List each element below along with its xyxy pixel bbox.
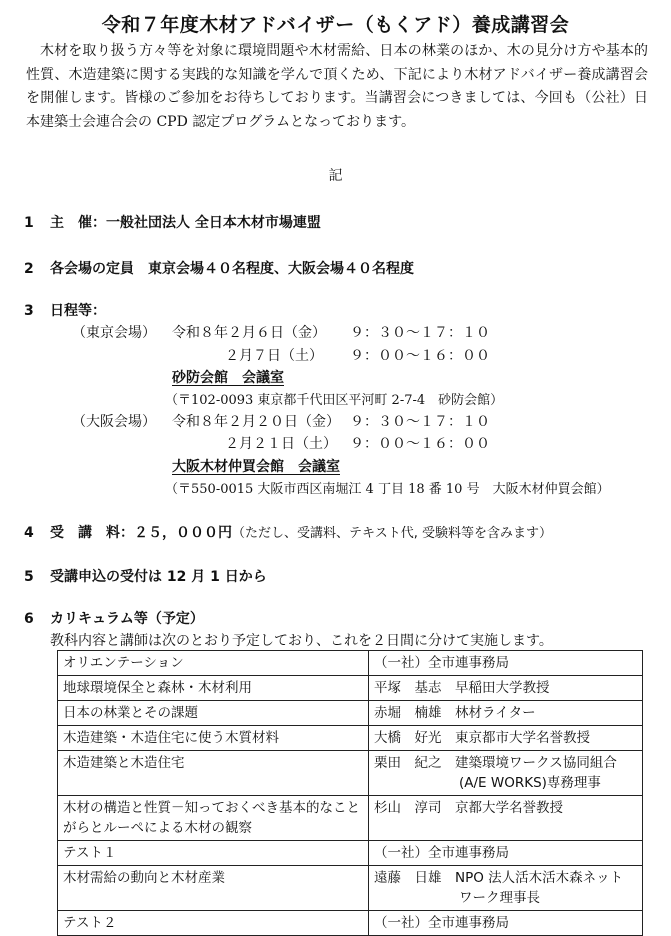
page-title: 令和７年度木材アドバイザー（もくアド）養成講習会 (101, 14, 570, 36)
tokyo-day1-time: ９：３０～１７：１０ (350, 325, 490, 341)
section-label: カリキュラム等（予定） (50, 611, 204, 627)
section-label: 受 講 料：２５，０００円 (50, 525, 232, 541)
section-label: 受講申込の受付は 12 月 1 日から (50, 569, 267, 585)
instructor-name: （一社）全市連事務局 (374, 655, 509, 671)
table-row (58, 866, 643, 911)
section-number: 1 (24, 215, 34, 231)
section-organizer (24, 212, 321, 232)
instructor-cell (369, 751, 643, 796)
section-fee (24, 522, 552, 542)
instructor-cell (369, 651, 643, 676)
instructor-name: （一社）全市連事務局 (374, 915, 509, 931)
instructor-title-continued: ワーク理事長 (459, 890, 540, 906)
table-row (58, 796, 643, 841)
section-label: 日程等： (50, 303, 106, 319)
osaka-day1-date: 令和８年２月２０日（金） (172, 414, 340, 430)
instructor-name: （一社）全市連事務局 (374, 845, 509, 861)
section-capacity (24, 258, 414, 278)
section-label: 各会場の定員 東京会場４０名程度、大阪会場４０名程度 (50, 261, 414, 277)
subject-cell: 日本の林業とその課題 (58, 701, 369, 726)
table-row (58, 751, 643, 796)
section-number: 5 (24, 569, 34, 585)
section-number: 4 (24, 525, 34, 541)
section-curriculum (24, 608, 204, 628)
table-row (58, 911, 643, 936)
subject-cell: テスト１ (58, 841, 369, 866)
section-number: 3 (24, 303, 34, 319)
osaka-day2-time: ９：００～１６：００ (350, 436, 490, 452)
subject-cell: テスト２ (58, 911, 369, 936)
instructor-cell (369, 866, 643, 911)
fee-note: （ただし、受講料、テキスト代, 受験料等を含みます） (232, 526, 553, 541)
table-row (58, 726, 643, 751)
subject-cell: 木材需給の動向と木材産業 (58, 866, 369, 911)
osaka-label: （大阪会場） (72, 414, 156, 430)
osaka-day2-date: ２月２１日（土） (225, 436, 337, 452)
tokyo-day1-date: 令和８年２月６日（金） (172, 325, 326, 341)
instructor-cell (369, 796, 643, 841)
curriculum-intro: 教科内容と講師は次のとおり予定しており、これを２日間に分けて実施します。 (50, 633, 553, 649)
instructor-name: 大橋 好光 東京都市大学名誉教授 (374, 730, 590, 746)
instructor-name: 平塚 基志 早稲田大学教授 (374, 680, 550, 696)
subject-cell: 地球環境保全と森林・木材利用 (58, 676, 369, 701)
section-schedule (24, 300, 106, 320)
table-row (58, 841, 643, 866)
subject-cell: オリエンテーション (58, 651, 369, 676)
subject-cell: 木造建築・木造住宅に使う木質材料 (58, 726, 369, 751)
section-application (24, 566, 267, 586)
osaka-address: （〒550-0015 大阪市西区南堀江 4 丁目 18 番 10 号 大阪木材仲買会館） (165, 482, 610, 497)
instructor-name: 栗田 紀之 建築環境ワークス協同組合 (374, 755, 617, 771)
instructor-cell (369, 676, 643, 701)
tokyo-address: （〒102-0093 東京都千代田区平河町 2-7-4 砂防会館） (165, 393, 504, 408)
osaka-venue: 大阪木材仲買会館 会議室 (172, 459, 340, 475)
table-row (58, 701, 643, 726)
table-row (58, 676, 643, 701)
instructor-title-continued: (A/E WORKS)専務理事 (459, 775, 601, 791)
instructor-name: 杉山 淳司 京都大学名誉教授 (374, 800, 563, 816)
instructor-cell (369, 701, 643, 726)
section-number: 2 (24, 261, 34, 277)
section-label: 主 催：一般社団法人 全日本木材市場連盟 (50, 215, 321, 231)
intro-paragraph: 木材を取り扱う方々等を対象に環境問題や木材需給、日本の林業のほか、木の見分け方や基本的性質、木造建築に関する実践的な知識を学んで頂くため、下記により木材アドバイザー養成講習会を開催します。皆様のご参加をお待ちしております。当講習会につきましては、今回も（公社）日本建築士会連合会の CPD 認定プログラムとなっております。 (26, 43, 648, 130)
tokyo-day2-date: ２月７日（土） (225, 348, 323, 364)
curriculum-table (57, 650, 643, 936)
tokyo-venue: 砂防会館 会議室 (172, 370, 284, 386)
instructor-name: 遠藤 日雄 NPO 法人活木活木森ネット (374, 870, 624, 886)
osaka-day1-time: ９：３０～１７：１０ (350, 414, 490, 430)
instructor-name: 赤堀 楠雄 林材ライター (374, 705, 536, 721)
ki-heading: 記 (328, 168, 343, 184)
section-number: 6 (24, 611, 34, 627)
table-row (58, 651, 643, 676)
subject-cell: 木造建築と木造住宅 (58, 751, 369, 796)
subject-cell: 木材の構造と性質－知っておくべき基本的なことがらとルーペによる木材の観察 (58, 796, 369, 841)
instructor-cell (369, 726, 643, 751)
instructor-cell (369, 911, 643, 936)
instructor-cell (369, 841, 643, 866)
tokyo-label: （東京会場） (72, 325, 156, 341)
tokyo-day2-time: ９：００～１６：００ (350, 348, 490, 364)
